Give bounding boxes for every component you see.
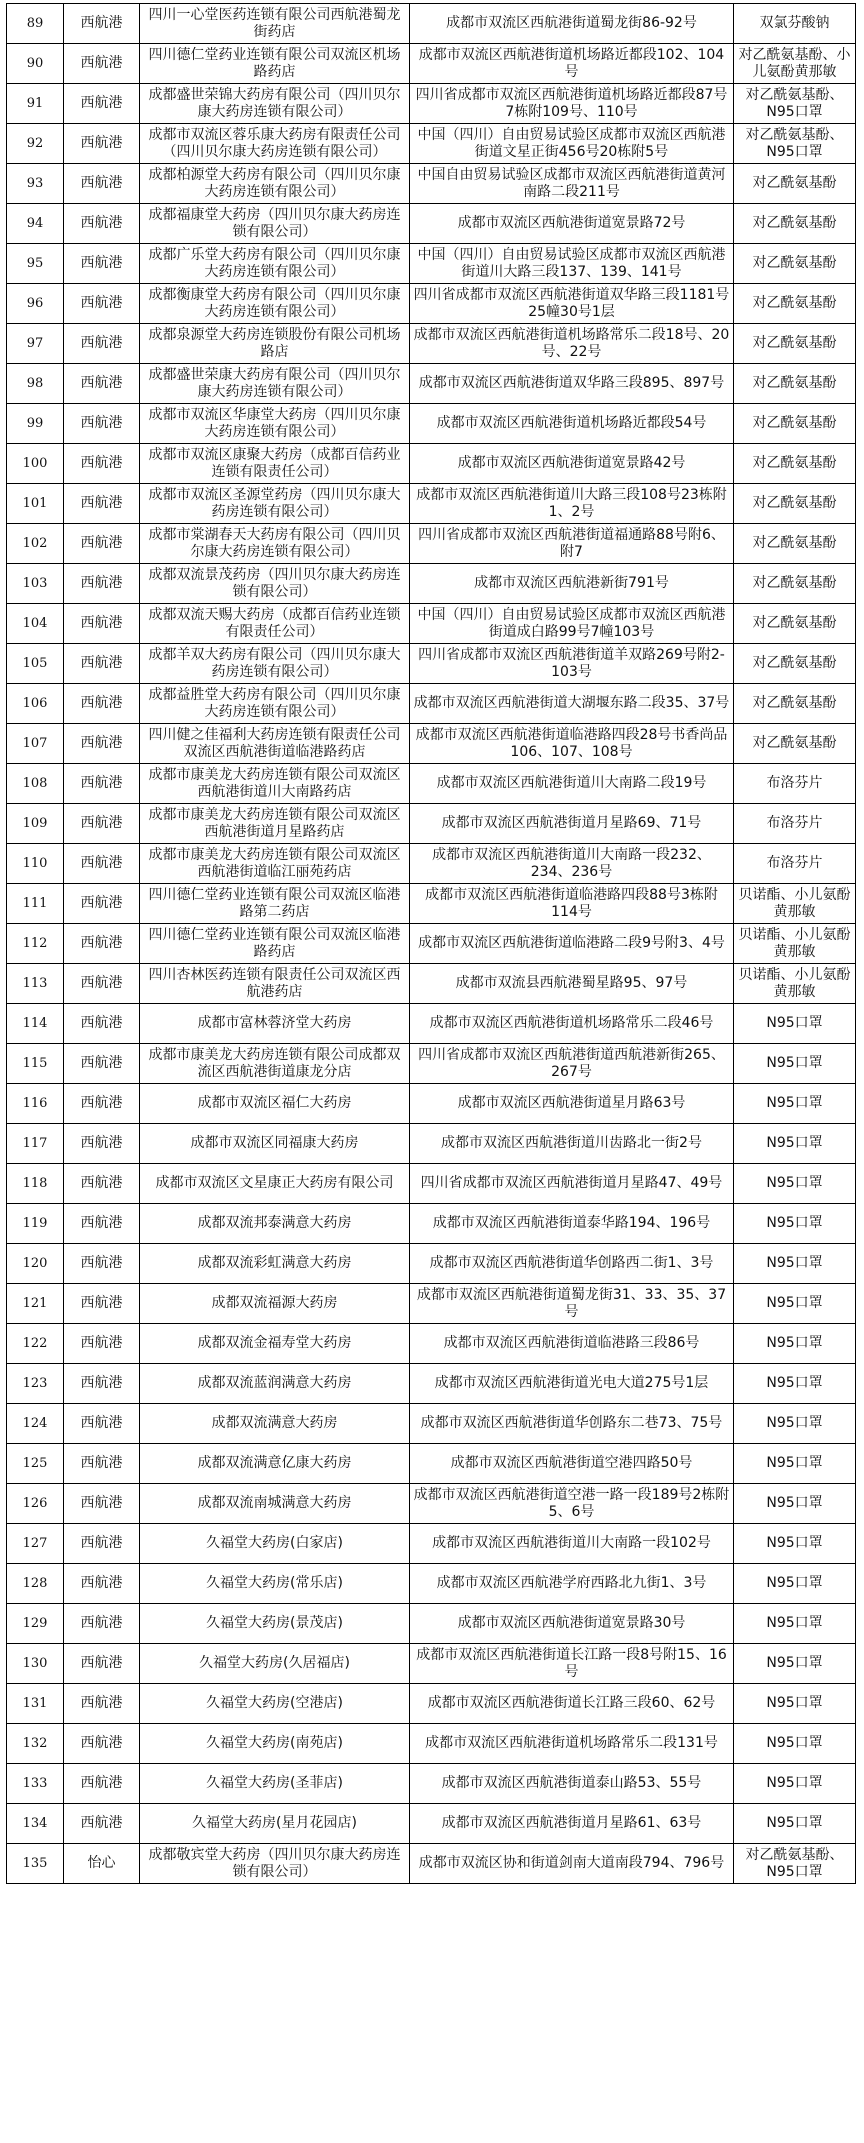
- row-number: 119: [7, 1204, 64, 1244]
- drug-cell: N95口罩: [734, 1084, 856, 1124]
- area-cell: 西航港: [64, 1604, 140, 1644]
- drug-cell: 对乙酰氨基酚: [734, 684, 856, 724]
- address-cell: 成都市双流区西航港街道长江路三段60、62号: [410, 1684, 734, 1724]
- address-cell: 成都市双流区西航港街道泰山路53、55号: [410, 1764, 734, 1804]
- table-row: [7, 804, 856, 844]
- address-cell: 成都市双流区西航港街道华创路西二街1、3号: [410, 1244, 734, 1284]
- pharmacy-name-cell: 成都盛世荣康大药房有限公司（四川贝尔康大药房连锁有限公司）: [140, 364, 410, 404]
- pharmacy-name-cell: 成都羊双大药房有限公司（四川贝尔康大药房连锁有限公司）: [140, 644, 410, 684]
- address-cell: 成都市双流区西航港新街791号: [410, 564, 734, 604]
- row-number: 99: [7, 404, 64, 444]
- address-cell: 成都市双流区西航港街道川齿路北一街2号: [410, 1124, 734, 1164]
- row-number: 126: [7, 1484, 64, 1524]
- row-number: 104: [7, 604, 64, 644]
- pharmacy-name-cell: 成都市双流区华康堂大药房（四川贝尔康大药房连锁有限公司）: [140, 404, 410, 444]
- address-cell: 成都市双流区西航港街道临港路四段28号书香尚品106、107、108号: [410, 724, 734, 764]
- row-number: 129: [7, 1604, 64, 1644]
- row-number: 111: [7, 884, 64, 924]
- pharmacy-name-cell: 久福堂大药房(圣菲店): [140, 1764, 410, 1804]
- table-row: [7, 724, 856, 764]
- table-row: [7, 1484, 856, 1524]
- pharmacy-name-cell: 成都市康美龙大药房连锁有限公司成都双流区西航港街道康龙分店: [140, 1044, 410, 1084]
- area-cell: 西航港: [64, 44, 140, 84]
- address-cell: 成都市双流区西航港街道机场路常乐二段18号、20号、22号: [410, 324, 734, 364]
- area-cell: 西航港: [64, 204, 140, 244]
- row-number: 123: [7, 1364, 64, 1404]
- pharmacy-name-cell: 成都市康美龙大药房连锁有限公司双流区西航港街道临江丽苑药店: [140, 844, 410, 884]
- drug-cell: 对乙酰氨基酚、N95口罩: [734, 1844, 856, 1884]
- drug-cell: 贝诺酯、小儿氨酚黄那敏: [734, 924, 856, 964]
- pharmacy-name-cell: 成都衡康堂大药房有限公司（四川贝尔康大药房连锁有限公司）: [140, 284, 410, 324]
- table-row: [7, 1844, 856, 1884]
- row-number: 109: [7, 804, 64, 844]
- table-row: [7, 164, 856, 204]
- area-cell: 西航港: [64, 964, 140, 1004]
- address-cell: 中国自由贸易试验区成都市双流区西航港街道黄河南路二段211号: [410, 164, 734, 204]
- area-cell: 西航港: [64, 484, 140, 524]
- area-cell: 西航港: [64, 1164, 140, 1204]
- row-number: 122: [7, 1324, 64, 1364]
- row-number: 120: [7, 1244, 64, 1284]
- drug-cell: N95口罩: [734, 1324, 856, 1364]
- table-row: [7, 324, 856, 364]
- row-number: 107: [7, 724, 64, 764]
- area-cell: 西航港: [64, 1564, 140, 1604]
- table-row: [7, 1444, 856, 1484]
- row-number: 97: [7, 324, 64, 364]
- row-number: 135: [7, 1844, 64, 1884]
- address-cell: 成都市双流区西航港街道蜀龙街86-92号: [410, 4, 734, 44]
- row-number: 100: [7, 444, 64, 484]
- pharmacy-name-cell: 四川德仁堂药业连锁有限公司双流区机场路药店: [140, 44, 410, 84]
- area-cell: 西航港: [64, 1404, 140, 1444]
- area-cell: 西航港: [64, 1484, 140, 1524]
- table-row: [7, 924, 856, 964]
- table-row: [7, 1124, 856, 1164]
- drug-cell: 对乙酰氨基酚: [734, 644, 856, 684]
- area-cell: 西航港: [64, 444, 140, 484]
- address-cell: 成都市双流区西航港街道大湖堰东路二段35、37号: [410, 684, 734, 724]
- area-cell: 西航港: [64, 1124, 140, 1164]
- pharmacy-name-cell: 成都广乐堂大药房有限公司（四川贝尔康大药房连锁有限公司）: [140, 244, 410, 284]
- area-cell: 西航港: [64, 1284, 140, 1324]
- table-row: [7, 1724, 856, 1764]
- address-cell: 成都市双流区西航港街道月星路61、63号: [410, 1804, 734, 1844]
- row-number: 108: [7, 764, 64, 804]
- address-cell: 成都市双流区西航港街道蜀龙街31、33、35、37号: [410, 1284, 734, 1324]
- row-number: 131: [7, 1684, 64, 1724]
- table-row: [7, 1524, 856, 1564]
- table-row: [7, 404, 856, 444]
- drug-cell: N95口罩: [734, 1364, 856, 1404]
- address-cell: 中国（四川）自由贸易试验区成都市双流区西航港街道文星正街456号20栋附5号: [410, 124, 734, 164]
- table-row: [7, 1284, 856, 1324]
- drug-cell: N95口罩: [734, 1484, 856, 1524]
- drug-cell: 对乙酰氨基酚: [734, 484, 856, 524]
- area-cell: 西航港: [64, 884, 140, 924]
- table-row: [7, 1044, 856, 1084]
- drug-cell: 布洛芬片: [734, 764, 856, 804]
- row-number: 98: [7, 364, 64, 404]
- area-cell: 西航港: [64, 284, 140, 324]
- address-cell: 成都市双流区西航港街道双华路三段895、897号: [410, 364, 734, 404]
- row-number: 124: [7, 1404, 64, 1444]
- row-number: 92: [7, 124, 64, 164]
- row-number: 115: [7, 1044, 64, 1084]
- pharmacy-name-cell: 久福堂大药房(景茂店): [140, 1604, 410, 1644]
- area-cell: 西航港: [64, 1364, 140, 1404]
- drug-cell: 布洛芬片: [734, 844, 856, 884]
- table-row: [7, 284, 856, 324]
- row-number: 133: [7, 1764, 64, 1804]
- row-number: 113: [7, 964, 64, 1004]
- row-number: 121: [7, 1284, 64, 1324]
- drug-cell: N95口罩: [734, 1284, 856, 1324]
- address-cell: 成都市双流区协和街道剑南大道南段794、796号: [410, 1844, 734, 1884]
- row-number: 134: [7, 1804, 64, 1844]
- table-row: [7, 1644, 856, 1684]
- pharmacy-name-cell: 成都市双流区同福康大药房: [140, 1124, 410, 1164]
- area-cell: 西航港: [64, 1204, 140, 1244]
- pharmacy-name-cell: 久福堂大药房(白家店): [140, 1524, 410, 1564]
- area-cell: 西航港: [64, 724, 140, 764]
- drug-cell: N95口罩: [734, 1804, 856, 1844]
- drug-cell: N95口罩: [734, 1764, 856, 1804]
- table-row: [7, 1084, 856, 1124]
- address-cell: 成都市双流区西航港街道川大南路一段232、234、236号: [410, 844, 734, 884]
- address-cell: 成都市双流区西航港街道空港四路50号: [410, 1444, 734, 1484]
- area-cell: 西航港: [64, 524, 140, 564]
- drug-cell: N95口罩: [734, 1124, 856, 1164]
- area-cell: 西航港: [64, 1324, 140, 1364]
- drug-cell: 对乙酰氨基酚: [734, 524, 856, 564]
- drug-cell: 贝诺酯、小儿氨酚黄那敏: [734, 964, 856, 1004]
- pharmacy-name-cell: 成都双流景茂药房（四川贝尔康大药房连锁有限公司）: [140, 564, 410, 604]
- drug-cell: 对乙酰氨基酚、N95口罩: [734, 84, 856, 124]
- address-cell: 成都市双流区西航港街道宽景路42号: [410, 444, 734, 484]
- table-row: [7, 44, 856, 84]
- area-cell: 西航港: [64, 1684, 140, 1724]
- area-cell: 西航港: [64, 124, 140, 164]
- area-cell: 西航港: [64, 1644, 140, 1684]
- address-cell: 成都市双流区西航港街道长江路一段8号附15、16号: [410, 1644, 734, 1684]
- row-number: 103: [7, 564, 64, 604]
- drug-cell: 对乙酰氨基酚、N95口罩: [734, 124, 856, 164]
- table-row: [7, 604, 856, 644]
- address-cell: 成都市双流区西航港街道宽景路72号: [410, 204, 734, 244]
- address-cell: 成都市双流区西航港街道川大路三段108号23栋附1、2号: [410, 484, 734, 524]
- drug-cell: 对乙酰氨基酚: [734, 244, 856, 284]
- pharmacy-name-cell: 成都敬宾堂大药房（四川贝尔康大药房连锁有限公司）: [140, 1844, 410, 1884]
- area-cell: 西航港: [64, 404, 140, 444]
- drug-cell: N95口罩: [734, 1564, 856, 1604]
- drug-cell: 贝诺酯、小儿氨酚黄那敏: [734, 884, 856, 924]
- area-cell: 西航港: [64, 4, 140, 44]
- address-cell: 成都市双流区西航港街道临港路二段9号附3、4号: [410, 924, 734, 964]
- table-row: [7, 684, 856, 724]
- table-row: [7, 764, 856, 804]
- address-cell: 四川省成都市双流区西航港街道羊双路269号附2-103号: [410, 644, 734, 684]
- pharmacy-name-cell: 成都双流南城满意大药房: [140, 1484, 410, 1524]
- drug-cell: N95口罩: [734, 1604, 856, 1644]
- row-number: 128: [7, 1564, 64, 1604]
- pharmacy-name-cell: 久福堂大药房(空港店): [140, 1684, 410, 1724]
- area-cell: 西航港: [64, 684, 140, 724]
- pharmacy-name-cell: 成都福康堂大药房（四川贝尔康大药房连锁有限公司）: [140, 204, 410, 244]
- table-row: [7, 1804, 856, 1844]
- table-row: [7, 844, 856, 884]
- pharmacy-name-cell: 成都市双流区福仁大药房: [140, 1084, 410, 1124]
- table-row: [7, 124, 856, 164]
- row-number: 90: [7, 44, 64, 84]
- address-cell: 成都市双流区西航港街道泰华路194、196号: [410, 1204, 734, 1244]
- pharmacy-name-cell: 四川杏林医药连锁有限责任公司双流区西航港药店: [140, 964, 410, 1004]
- drug-cell: 对乙酰氨基酚: [734, 284, 856, 324]
- pharmacy-name-cell: 成都柏源堂大药房有限公司（四川贝尔康大药房连锁有限公司）: [140, 164, 410, 204]
- row-number: 105: [7, 644, 64, 684]
- drug-cell: 对乙酰氨基酚: [734, 204, 856, 244]
- pharmacy-name-cell: 四川一心堂医药连锁有限公司西航港蜀龙街药店: [140, 4, 410, 44]
- row-number: 110: [7, 844, 64, 884]
- area-cell: 西航港: [64, 804, 140, 844]
- row-number: 89: [7, 4, 64, 44]
- row-number: 91: [7, 84, 64, 124]
- area-cell: 西航港: [64, 1244, 140, 1284]
- table-row: [7, 444, 856, 484]
- drug-cell: N95口罩: [734, 1004, 856, 1044]
- table-row: [7, 1604, 856, 1644]
- pharmacy-name-cell: 四川德仁堂药业连锁有限公司双流区临港路第二药店: [140, 884, 410, 924]
- row-number: 114: [7, 1004, 64, 1044]
- drug-cell: N95口罩: [734, 1724, 856, 1764]
- drug-cell: N95口罩: [734, 1204, 856, 1244]
- table-row: [7, 364, 856, 404]
- table-row: [7, 884, 856, 924]
- row-number: 94: [7, 204, 64, 244]
- address-cell: 成都市双流区西航港学府西路北九街1、3号: [410, 1564, 734, 1604]
- table-row: [7, 564, 856, 604]
- table-row: [7, 644, 856, 684]
- drug-cell: 对乙酰氨基酚、小儿氨酚黄那敏: [734, 44, 856, 84]
- pharmacy-name-cell: 成都市康美龙大药房连锁有限公司双流区西航港街道月星路药店: [140, 804, 410, 844]
- address-cell: 成都市双流区西航港街道机场路常乐二段46号: [410, 1004, 734, 1044]
- area-cell: 西航港: [64, 364, 140, 404]
- address-cell: 成都市双流区西航港街道宽景路30号: [410, 1604, 734, 1644]
- address-cell: 成都市双流区西航港街道空港一路一段189号2栋附5、6号: [410, 1484, 734, 1524]
- area-cell: 西航港: [64, 844, 140, 884]
- table-row: [7, 1244, 856, 1284]
- row-number: 112: [7, 924, 64, 964]
- area-cell: 西航港: [64, 164, 140, 204]
- address-cell: 成都市双流区西航港街道机场路近都段102、104号: [410, 44, 734, 84]
- table-row: [7, 84, 856, 124]
- pharmacy-table: [6, 3, 856, 1884]
- area-cell: 西航港: [64, 1764, 140, 1804]
- drug-cell: 对乙酰氨基酚: [734, 444, 856, 484]
- drug-cell: 对乙酰氨基酚: [734, 404, 856, 444]
- area-cell: 西航港: [64, 1084, 140, 1124]
- table-row: [7, 1564, 856, 1604]
- address-cell: 成都市双流区西航港街道临港路四段88号3栋附114号: [410, 884, 734, 924]
- pharmacy-name-cell: 成都双流彩虹满意大药房: [140, 1244, 410, 1284]
- address-cell: 中国（四川）自由贸易试验区成都市双流区西航港街道川大路三段137、139、141号: [410, 244, 734, 284]
- address-cell: 成都市双流区西航港街道机场路常乐二段131号: [410, 1724, 734, 1764]
- table-row: [7, 4, 856, 44]
- pharmacy-name-cell: 四川健之佳福利大药房连锁有限责任公司双流区西航港街道临港路药店: [140, 724, 410, 764]
- area-cell: 西航港: [64, 1724, 140, 1764]
- address-cell: 四川省成都市双流区西航港街道机场路近都段87号7栋附109号、110号: [410, 84, 734, 124]
- row-number: 127: [7, 1524, 64, 1564]
- area-cell: 西航港: [64, 564, 140, 604]
- area-cell: 西航港: [64, 644, 140, 684]
- pharmacy-name-cell: 成都盛世荣锦大药房有限公司（四川贝尔康大药房连锁有限公司）: [140, 84, 410, 124]
- area-cell: 西航港: [64, 1444, 140, 1484]
- area-cell: 西航港: [64, 604, 140, 644]
- address-cell: 成都市双流区西航港街道华创路东二巷73、75号: [410, 1404, 734, 1444]
- address-cell: 四川省成都市双流区西航港街道双华路三段1181号25幢30号1层: [410, 284, 734, 324]
- pharmacy-name-cell: 成都市双流区蓉乐康大药房有限责任公司（四川贝尔康大药房连锁有限公司）: [140, 124, 410, 164]
- address-cell: 成都市双流区西航港街道川大南路二段19号: [410, 764, 734, 804]
- pharmacy-name-cell: 成都市富林蓉济堂大药房: [140, 1004, 410, 1044]
- area-cell: 西航港: [64, 244, 140, 284]
- pharmacy-name-cell: 成都双流满意大药房: [140, 1404, 410, 1444]
- address-cell: 四川省成都市双流区西航港街道西航港新街265、267号: [410, 1044, 734, 1084]
- row-number: 93: [7, 164, 64, 204]
- row-number: 118: [7, 1164, 64, 1204]
- drug-cell: N95口罩: [734, 1164, 856, 1204]
- address-cell: 四川省成都市双流区西航港街道福通路88号附6、附7: [410, 524, 734, 564]
- pharmacy-name-cell: 成都双流金福寿堂大药房: [140, 1324, 410, 1364]
- address-cell: 成都市双流区西航港街道临港路三段86号: [410, 1324, 734, 1364]
- table-row: [7, 524, 856, 564]
- table-row: [7, 1684, 856, 1724]
- drug-cell: 对乙酰氨基酚: [734, 364, 856, 404]
- table-row: [7, 1164, 856, 1204]
- pharmacy-name-cell: 久福堂大药房(星月花园店): [140, 1804, 410, 1844]
- pharmacy-name-cell: 久福堂大药房(久居福店): [140, 1644, 410, 1684]
- pharmacy-name-cell: 成都市康美龙大药房连锁有限公司双流区西航港街道川大南路药店: [140, 764, 410, 804]
- row-number: 101: [7, 484, 64, 524]
- area-cell: 西航港: [64, 84, 140, 124]
- drug-cell: N95口罩: [734, 1444, 856, 1484]
- area-cell: 西航港: [64, 1804, 140, 1844]
- row-number: 130: [7, 1644, 64, 1684]
- table-row: [7, 1204, 856, 1244]
- drug-cell: N95口罩: [734, 1524, 856, 1564]
- address-cell: 中国（四川）自由贸易试验区成都市双流区西航港街道成白路99号7幢103号: [410, 604, 734, 644]
- address-cell: 成都市双流区西航港街道光电大道275号1层: [410, 1364, 734, 1404]
- drug-cell: N95口罩: [734, 1404, 856, 1444]
- table-row: [7, 1404, 856, 1444]
- drug-cell: 对乙酰氨基酚: [734, 564, 856, 604]
- table-row: [7, 964, 856, 1004]
- row-number: 106: [7, 684, 64, 724]
- pharmacy-name-cell: 成都市双流区康聚大药房（成都百信药业连锁有限责任公司）: [140, 444, 410, 484]
- address-cell: 成都市双流区西航港街道川大南路一段102号: [410, 1524, 734, 1564]
- drug-cell: N95口罩: [734, 1244, 856, 1284]
- address-cell: 成都市双流区西航港街道机场路近都段54号: [410, 404, 734, 444]
- pharmacy-name-cell: 久福堂大药房(常乐店): [140, 1564, 410, 1604]
- area-cell: 怡心: [64, 1844, 140, 1884]
- drug-cell: 对乙酰氨基酚: [734, 724, 856, 764]
- area-cell: 西航港: [64, 1004, 140, 1044]
- drug-cell: 对乙酰氨基酚: [734, 604, 856, 644]
- area-cell: 西航港: [64, 1524, 140, 1564]
- drug-cell: 对乙酰氨基酚: [734, 324, 856, 364]
- row-number: 102: [7, 524, 64, 564]
- row-number: 117: [7, 1124, 64, 1164]
- pharmacy-name-cell: 成都双流天赐大药房（成都百信药业连锁有限责任公司）: [140, 604, 410, 644]
- drug-cell: 对乙酰氨基酚: [734, 164, 856, 204]
- address-cell: 成都市双流县西航港蜀星路95、97号: [410, 964, 734, 1004]
- drug-cell: 布洛芬片: [734, 804, 856, 844]
- drug-cell: N95口罩: [734, 1044, 856, 1084]
- pharmacy-name-cell: 成都泉源堂大药房连锁股份有限公司机场路店: [140, 324, 410, 364]
- pharmacy-name-cell: 四川德仁堂药业连锁有限公司双流区临港路药店: [140, 924, 410, 964]
- pharmacy-name-cell: 成都市双流区圣源堂药房（四川贝尔康大药房连锁有限公司）: [140, 484, 410, 524]
- row-number: 116: [7, 1084, 64, 1124]
- area-cell: 西航港: [64, 1044, 140, 1084]
- pharmacy-name-cell: 成都双流满意亿康大药房: [140, 1444, 410, 1484]
- area-cell: 西航港: [64, 924, 140, 964]
- row-number: 96: [7, 284, 64, 324]
- table-row: [7, 484, 856, 524]
- pharmacy-name-cell: 成都双流邦泰满意大药房: [140, 1204, 410, 1244]
- table-row: [7, 244, 856, 284]
- row-number: 125: [7, 1444, 64, 1484]
- address-cell: 成都市双流区西航港街道月星路69、71号: [410, 804, 734, 844]
- address-cell: 成都市双流区西航港街道星月路63号: [410, 1084, 734, 1124]
- pharmacy-table-body: [7, 4, 856, 1884]
- pharmacy-name-cell: 久福堂大药房(南苑店): [140, 1724, 410, 1764]
- pharmacy-name-cell: 成都市双流区文星康正大药房有限公司: [140, 1164, 410, 1204]
- area-cell: 西航港: [64, 324, 140, 364]
- table-row: [7, 1004, 856, 1044]
- row-number: 95: [7, 244, 64, 284]
- row-number: 132: [7, 1724, 64, 1764]
- table-row: [7, 1764, 856, 1804]
- drug-cell: N95口罩: [734, 1684, 856, 1724]
- drug-cell: N95口罩: [734, 1644, 856, 1684]
- table-row: [7, 1364, 856, 1404]
- drug-cell: 双氯芬酸钠: [734, 4, 856, 44]
- table-row: [7, 1324, 856, 1364]
- table-row: [7, 204, 856, 244]
- pharmacy-name-cell: 成都益胜堂大药房有限公司（四川贝尔康大药房连锁有限公司）: [140, 684, 410, 724]
- address-cell: 四川省成都市双流区西航港街道月星路47、49号: [410, 1164, 734, 1204]
- pharmacy-name-cell: 成都双流蓝润满意大药房: [140, 1364, 410, 1404]
- pharmacy-name-cell: 成都市棠湖春天大药房有限公司（四川贝尔康大药房连锁有限公司）: [140, 524, 410, 564]
- pharmacy-name-cell: 成都双流福源大药房: [140, 1284, 410, 1324]
- area-cell: 西航港: [64, 764, 140, 804]
